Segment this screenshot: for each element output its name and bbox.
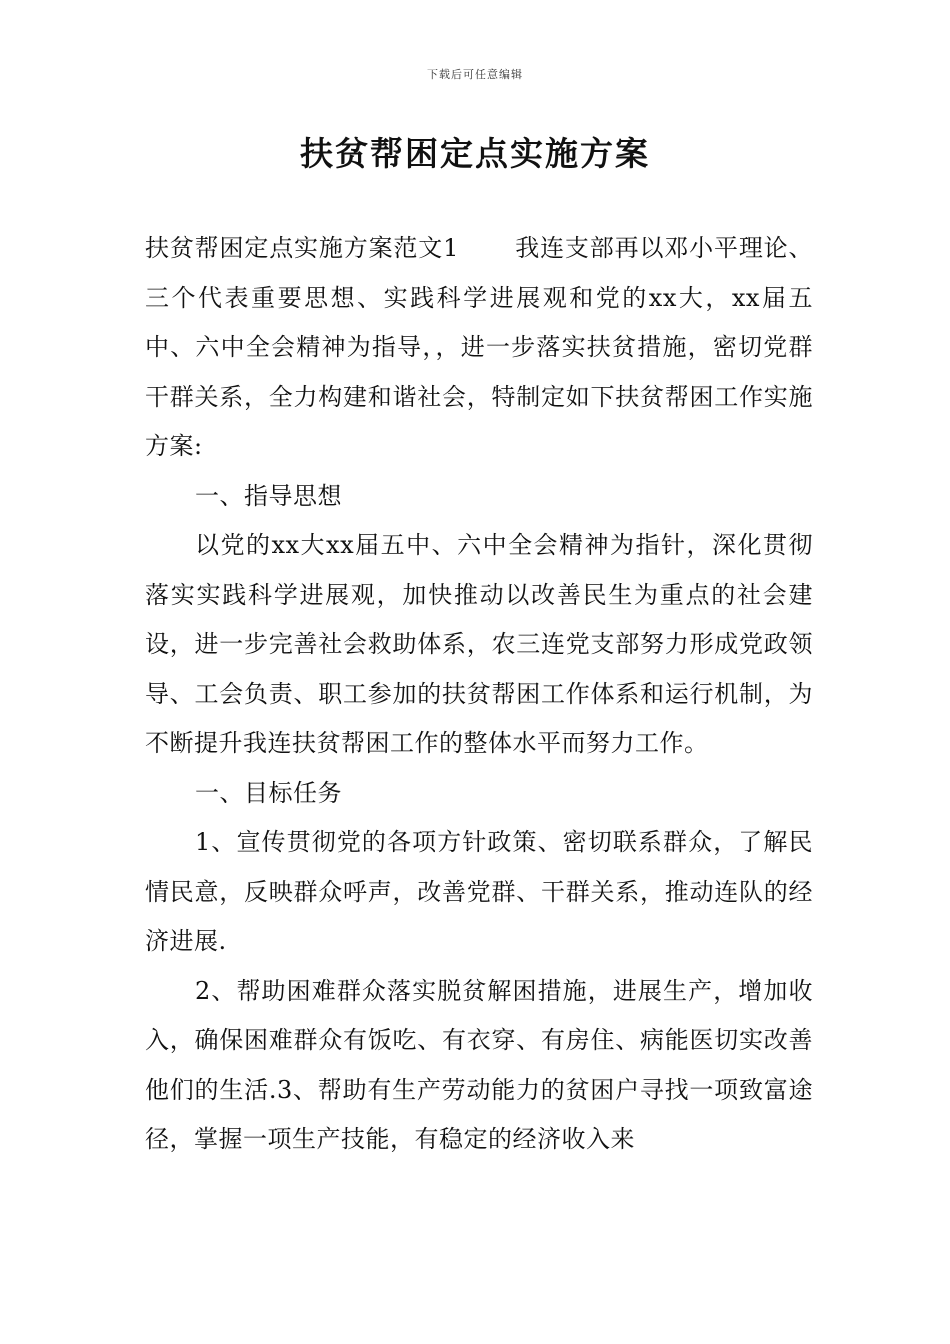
section2-heading: 一、目标任务 bbox=[195, 778, 342, 807]
intro-paragraph bbox=[145, 224, 813, 472]
section1-heading: 一、指导思想 bbox=[195, 481, 342, 510]
intro-label: 扶贫帮困定点实施方案范文1 bbox=[145, 234, 459, 262]
goal-item-1: 1、宣传贯彻党的各项方针政策、密切联系群众，了解民情民意，反映群众呼声，改善党群、干群关系，推动连队的经济进展. bbox=[145, 828, 813, 955]
goal-item-2: 2、帮助困难群众落实脱贫解困措施，进展生产，增加收入，确保困难群众有饭吃、有衣穿、有房住、病能医切实改善他们的生活.3、帮助有生产劳动能力的贫困户寻找一项致富途径，掌握一项生产技能，有稳定的经济收入来 bbox=[145, 976, 813, 1153]
header-note: 下载后可任意编辑 bbox=[427, 68, 523, 81]
document-body bbox=[145, 224, 813, 1165]
intro-text: 我连支部再以邓小平理论、三个代表重要思想、实践科学进展观和党的xx大，xx届五中、六中全会精神为指导，，进一步落实扶贫措施，密切党群干群关系，全力构建和谐社会，特制定如下扶贫帮困工作实施方案: bbox=[145, 234, 813, 460]
section1-paragraph: 以党的xx大xx届五中、六中全会精神为指针，深化贯彻落实实践科学进展观，加快推动以改善民生为重点的社会建设，进一步完善社会救助体系，农三连党支部努力形成党政领导、工会负责、职工参加的扶贫帮困工作体系和运行机制，为不断提升我连扶贫帮困工作的整体水平而努力工作。 bbox=[145, 531, 813, 757]
document-title: 扶贫帮困定点实施方案 bbox=[300, 134, 650, 173]
